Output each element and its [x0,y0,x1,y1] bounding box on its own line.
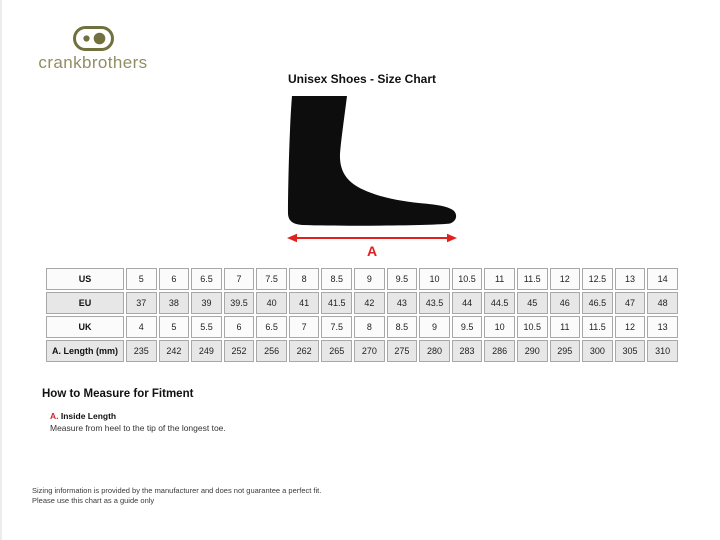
size-cell: 280 [419,340,450,362]
size-cell: 9.5 [387,268,418,290]
size-cell: 37 [126,292,157,314]
size-cell: 44.5 [484,292,515,314]
size-table [44,266,680,364]
measure-item [50,410,542,434]
size-cell: 9 [354,268,385,290]
size-cell: 270 [354,340,385,362]
size-cell: 8.5 [321,268,352,290]
crankbrothers-logo-icon [73,26,114,51]
size-cell: 10.5 [452,268,483,290]
size-cell: 5 [159,316,190,338]
size-cell: 295 [550,340,581,362]
size-cell: 7 [224,268,255,290]
size-cell: 11.5 [517,268,548,290]
table-row [46,340,678,362]
size-cell: 13 [615,268,646,290]
table-row [46,268,678,290]
row-label: A. Length (mm) [46,340,124,362]
measure-item-title [50,410,542,422]
size-cell: 9 [419,316,450,338]
table-row [46,316,678,338]
size-cell: 256 [256,340,287,362]
size-cell: 8 [354,316,385,338]
crankbrothers-logo[interactable] [32,26,154,73]
brand-name: crankbrothers [38,53,148,72]
size-cell: 242 [159,340,190,362]
size-cell: 7.5 [256,268,287,290]
size-cell: 39 [191,292,222,314]
size-cell: 11 [550,316,581,338]
size-cell: 40 [256,292,287,314]
size-cell: 5 [126,268,157,290]
footnote-line-1: Sizing information is provided by the manufacturer and does not guarantee a perfect fit. [32,486,322,495]
size-cell: 39.5 [224,292,255,314]
row-label: EU [46,292,124,314]
size-cell: 42 [354,292,385,314]
size-cell: 13 [647,316,678,338]
table-row [46,292,678,314]
size-cell: 41.5 [321,292,352,314]
size-cell: 8.5 [387,316,418,338]
size-cell: 10 [419,268,450,290]
foot-silhouette [285,96,459,227]
size-cell: 235 [126,340,157,362]
page-title: Unisex Shoes - Size Chart [287,72,437,86]
size-cell: 4 [126,316,157,338]
size-cell: 44 [452,292,483,314]
measurement-figure [285,96,459,259]
measure-item-name: Inside Length [60,411,117,421]
size-cell: 12.5 [582,268,613,290]
size-cell: 6.5 [191,268,222,290]
size-cell: 11.5 [582,316,613,338]
size-cell: 43.5 [419,292,450,314]
size-cell: 46.5 [582,292,613,314]
size-cell: 10 [484,316,515,338]
how-to-measure-section [42,388,542,434]
size-cell: 8 [289,268,320,290]
footnote [32,486,532,506]
size-cell: 7.5 [321,316,352,338]
footnote-line-2: Please use this chart as a guide only [32,496,155,505]
size-cell: 43 [387,292,418,314]
size-cell: 47 [615,292,646,314]
size-cell: 41 [289,292,320,314]
size-cell: 45 [517,292,548,314]
size-cell: 6.5 [256,316,287,338]
row-label: UK [46,316,124,338]
size-cell: 11 [484,268,515,290]
size-cell: 12 [550,268,581,290]
size-cell: 249 [191,340,222,362]
measure-item-prefix: A. [50,411,59,421]
size-cell: 12 [615,316,646,338]
row-label: US [46,268,124,290]
size-cell: 6 [224,316,255,338]
size-cell: 262 [289,340,320,362]
measure-item-description: Measure from heel to the tip of the longest toe. [50,423,226,433]
size-cell: 46 [550,292,581,314]
size-cell: 300 [582,340,613,362]
size-table-body [46,268,678,362]
size-cell: 5.5 [191,316,222,338]
size-cell: 9.5 [452,316,483,338]
size-cell: 305 [615,340,646,362]
size-cell: 10.5 [517,316,548,338]
size-cell: 286 [484,340,515,362]
dimension-label: A [366,243,378,259]
size-cell: 38 [159,292,190,314]
size-cell: 275 [387,340,418,362]
size-cell: 252 [224,340,255,362]
size-cell: 290 [517,340,548,362]
size-cell: 265 [321,340,352,362]
measure-heading: How to Measure for Fitment [42,388,194,400]
size-cell: 283 [452,340,483,362]
size-cell: 14 [647,268,678,290]
size-cell: 6 [159,268,190,290]
size-cell: 310 [647,340,678,362]
size-cell: 7 [289,316,320,338]
size-cell: 48 [647,292,678,314]
